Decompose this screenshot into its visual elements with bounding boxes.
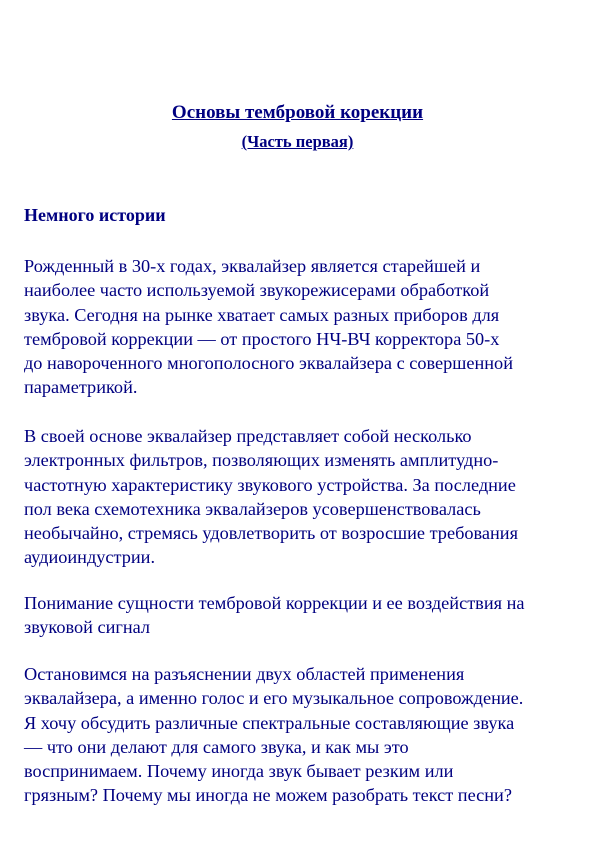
paragraph-line: до навороченного многополосного эквалайзера с совершенной [24,353,513,374]
paragraph-2 [24,424,518,570]
paragraph-line: частотную характеристику звукового устройства. За последние [24,474,516,495]
document-title: Основы тембровой корекции [171,102,424,123]
paragraph-line: электронных фильтров, позволяющих изменять амплитудно- [24,450,499,471]
paragraph-line: параметрикой. [24,377,138,398]
paragraph-line: В своей основе эквалайзер представляет собой несколько [24,426,472,446]
paragraph-line: Остановимся на разъяснении двух областей применения [24,664,465,684]
paragraph-line: эквалайзера, а именно голос и его музыкальное сопровождение. [24,688,524,709]
paragraph-line: Рожденный в 30-х годах, эквалайзер является старейшей и [24,256,481,276]
paragraph-line: аудиоиндустрии. [24,547,156,568]
section-heading: Немного истории [24,205,166,225]
paragraph-line: звука. Сегодня на рынке хватает самых разных приборов для [24,304,500,325]
document-subtitle: (Часть первая) [241,132,354,151]
paragraph-line: Понимание сущности тембровой коррекции и ее воздействия на [24,593,525,613]
paragraph-line: необычайно, стремясь удовлетворить от возросшие требования [24,523,518,544]
paragraph-3 [24,591,524,640]
paragraph-line: пол века схемотехника эквалайзеров усовершенствовалась [24,498,481,519]
paragraph-line: грязным? Почему мы иногда не можем разобрать текст песни? [24,785,512,806]
paragraph-line: Я хочу обсудить различные спектральные составляющие звука [24,712,515,733]
paragraph-1 [24,254,513,400]
paragraph-4 [24,662,523,808]
paragraph-line: наиболее часто используемой звукорежисерами обработкой [24,280,490,301]
paragraph-line: воспринимаем. Почему иногда звук бывает резким или [24,761,454,782]
paragraph-line: тембровой коррекции — от простого НЧ-ВЧ корректора 50-х [24,328,500,349]
paragraph-line: звуковой сигнал [24,617,151,638]
paragraph-line: — что они делают для самого звука, и как мы это [24,736,409,757]
